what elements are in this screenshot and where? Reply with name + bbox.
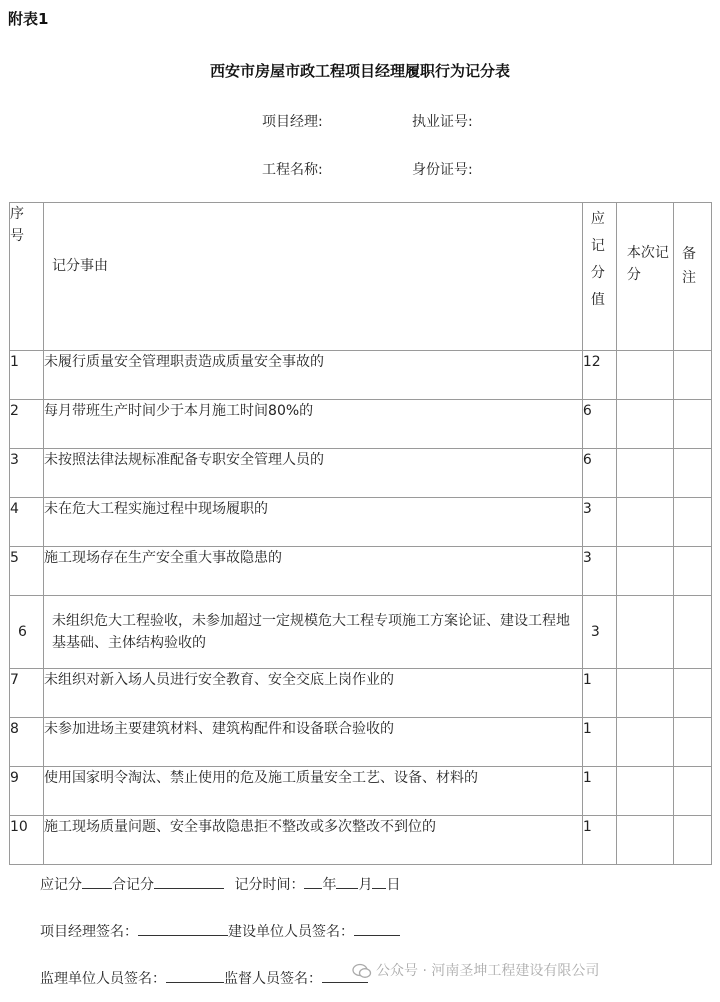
table-header-row [10, 203, 712, 351]
row-current-points-cell[interactable] [616, 449, 673, 498]
table-row [10, 498, 712, 547]
row-remark-cell[interactable] [673, 767, 711, 816]
row-points: 1 [582, 816, 616, 865]
row-reason: 施工现场存在生产安全重大事故隐患的 [44, 547, 583, 596]
row-no: 8 [10, 718, 44, 767]
row-reason: 未组织危大工程验收，未参加超过一定规模危大工程专项施工方案论证、建设工程地基基础、主体结构验收的 [44, 596, 583, 669]
row-points: 6 [582, 400, 616, 449]
row-current-points-cell[interactable] [616, 816, 673, 865]
row-no: 10 [10, 816, 44, 865]
row-current-points-cell[interactable] [616, 767, 673, 816]
row-remark-cell[interactable] [673, 449, 711, 498]
row-no: 5 [10, 547, 44, 596]
row-no: 9 [10, 767, 44, 816]
row-remark-cell[interactable] [673, 547, 711, 596]
row-reason: 使用国家明令淘汰、禁止使用的危及施工质量安全工艺、设备、材料的 [44, 767, 583, 816]
month-blank[interactable] [336, 874, 358, 889]
row-reason: 施工现场质量问题、安全事故隐患拒不整改或多次整改不到位的 [44, 816, 583, 865]
row-points: 3 [582, 596, 616, 669]
total-points-blank[interactable] [154, 874, 224, 889]
row-reason: 每月带班生产时间少于本月施工时间80%的 [44, 400, 583, 449]
row-reason: 未在危大工程实施过程中现场履职的 [44, 498, 583, 547]
row-remark-cell[interactable] [673, 596, 711, 669]
wechat-icon [352, 963, 372, 979]
table-row [10, 449, 712, 498]
table-row [10, 596, 712, 669]
row-reason: 未参加进场主要建筑材料、建筑构配件和设备联合验收的 [44, 718, 583, 767]
header-reason: 记分事由 [44, 203, 583, 351]
row-current-points-cell[interactable] [616, 669, 673, 718]
score-table [9, 202, 712, 865]
year-label: 年 [322, 877, 337, 893]
row-remark-cell[interactable] [673, 718, 711, 767]
row-points: 3 [582, 547, 616, 596]
row-no: 3 [10, 449, 44, 498]
row-points: 1 [582, 767, 616, 816]
due-points-label: 应记分 [40, 877, 82, 893]
header-current-points: 本次记分 [616, 203, 673, 351]
header-remark: 备注 [673, 203, 711, 351]
builder-sign-blank[interactable] [354, 921, 400, 936]
table-row [10, 816, 712, 865]
row-remark-cell[interactable] [673, 816, 711, 865]
row-current-points-cell[interactable] [616, 718, 673, 767]
score-summary-line [40, 874, 400, 894]
inspector-sign-label: 监督人员签名： [224, 971, 322, 987]
row-reason: 未履行质量安全管理职责造成质量安全事故的 [44, 351, 583, 400]
row-no: 6 [10, 596, 44, 669]
row-points: 6 [582, 449, 616, 498]
row-current-points-cell[interactable] [616, 547, 673, 596]
watermark-text: 公众号 · 河南圣坤工程建设有限公司 [376, 963, 600, 979]
row-reason: 未按照法律法规标准配备专职安全管理人员的 [44, 449, 583, 498]
table-row [10, 767, 712, 816]
day-blank[interactable] [372, 874, 386, 889]
row-no: 7 [10, 669, 44, 718]
row-current-points-cell[interactable] [616, 596, 673, 669]
row-remark-cell[interactable] [673, 351, 711, 400]
row-points: 3 [582, 498, 616, 547]
appendix-label: 附表1 [8, 10, 49, 28]
table-row [10, 718, 712, 767]
manager-sign-blank[interactable] [138, 921, 228, 936]
manager-sign-label: 项目经理签名： [40, 924, 138, 940]
total-points-label: 合记分 [112, 877, 154, 893]
header-points: 应 记 分 值 [582, 203, 616, 351]
row-points: 12 [582, 351, 616, 400]
due-points-blank[interactable] [82, 874, 112, 889]
row-current-points-cell[interactable] [616, 400, 673, 449]
supervisor-sign-label: 监理单位人员签名： [40, 971, 166, 987]
table-row [10, 351, 712, 400]
builder-sign-label: 建设单位人员签名： [228, 924, 354, 940]
row-points: 1 [582, 718, 616, 767]
id-number-label: 身份证号: [412, 162, 473, 178]
score-time-label: 记分时间： [234, 877, 305, 893]
row-no: 1 [10, 351, 44, 400]
day-label: 日 [386, 877, 401, 893]
row-current-points-cell[interactable] [616, 351, 673, 400]
month-label: 月 [358, 877, 373, 893]
project-name-label: 工程名称: [262, 162, 323, 178]
table-row [10, 547, 712, 596]
table-row [10, 400, 712, 449]
row-remark-cell[interactable] [673, 400, 711, 449]
project-manager-label: 项目经理: [262, 114, 323, 130]
license-number-label: 执业证号: [412, 114, 473, 130]
watermark [352, 960, 599, 980]
supervisor-sign-blank[interactable] [166, 968, 224, 983]
row-remark-cell[interactable] [673, 498, 711, 547]
row-no: 2 [10, 400, 44, 449]
row-points: 1 [582, 669, 616, 718]
row-no: 4 [10, 498, 44, 547]
year-blank[interactable] [304, 874, 322, 889]
signature-line-1 [40, 921, 400, 941]
row-reason: 未组织对新入场人员进行安全教育、安全交底上岗作业的 [44, 669, 583, 718]
row-current-points-cell[interactable] [616, 498, 673, 547]
row-remark-cell[interactable] [673, 669, 711, 718]
table-row [10, 669, 712, 718]
header-no: 序 号 [10, 203, 44, 351]
signature-line-2 [40, 968, 368, 988]
form-title: 西安市房屋市政工程项目经理履职行为记分表 [209, 62, 510, 80]
